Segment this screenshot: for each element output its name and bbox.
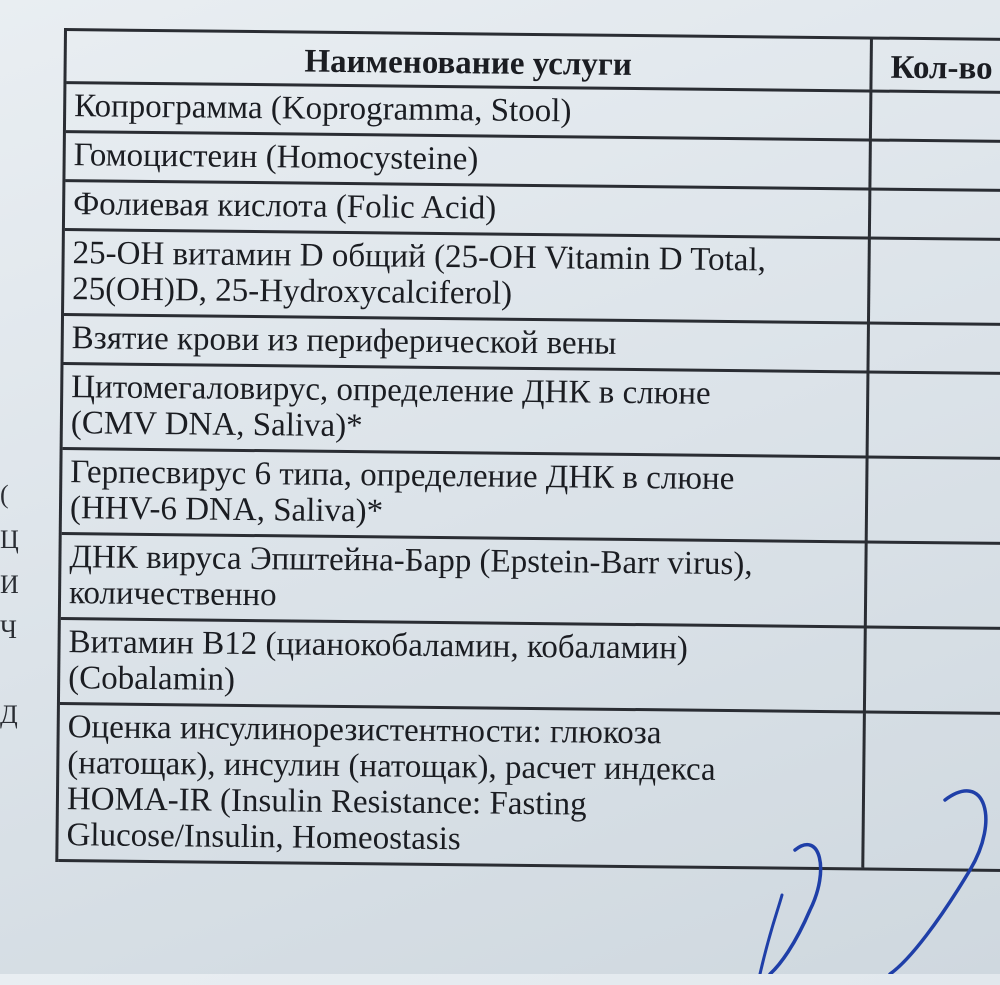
quantity-cell [870,240,1000,324]
service-name-cell [65,182,871,236]
service-name-cell [62,450,869,540]
service-name-line: Оценка инсулинорезистентности: глюкоза [67,709,662,752]
table-body [58,84,1000,872]
edge-mark: Д [0,700,18,729]
service-name-line: 25(OH)D, 25-Hydroxycalciferol) [72,271,513,312]
service-name-cell [64,231,871,321]
service-name-line: Витамин B12 (цианокобаламин, кобаламин) [68,624,689,667]
column-header-service-name: Наименование услуги [66,31,872,89]
service-name-line: Взятие крови из периферической вены [71,320,617,362]
service-name-line: Копрограмма (Koprogramma, Stool) [74,88,572,130]
table-row [63,365,1000,460]
services-table [55,28,1000,872]
quantity-cell [871,142,1000,190]
service-name-line: (натощак), инсулин (натощак), расчет индекса [67,745,716,788]
service-name-line: HOMA-IR (Insulin Resistance: Fasting [66,781,587,823]
table-row [64,231,1000,326]
service-name-line: Гомоцистеин (Homocysteine) [73,137,479,178]
quantity-cell [867,543,1000,627]
service-name-line: (CMV DNA, Saliva)* [70,405,363,445]
service-name-line: Glucose/Insulin, Homeostasis [66,817,461,858]
table-row [60,620,1000,715]
service-name-line: Фолиевая кислота (Folic Acid) [72,186,497,227]
service-name-cell [61,535,868,625]
handwritten-signature [700,760,1000,974]
edge-mark: Ч [0,615,17,644]
service-name-cell [63,365,870,455]
service-name-line: Цитомегаловирус, определение ДНК в слюне [71,369,711,412]
service-name-cell [60,620,867,710]
table-row [61,535,1000,630]
service-name-line: 25-OH витамин D общий (25-OH Vitamin D Total, [72,235,767,279]
quantity-cell [868,458,1000,542]
quantity-cell [872,93,1000,141]
service-name-line: ДНК вируса Эпштейна-Барр (Epstein-Barr virus), [69,539,753,583]
service-name-cell [65,133,871,187]
left-edge-marks [0,0,20,974]
service-name-line: количественно [68,575,277,614]
quantity-cell [871,191,1000,239]
edge-mark: И [0,570,19,599]
quantity-cell [866,628,1000,712]
quantity-cell [869,324,1000,372]
service-name-cell [64,316,870,370]
service-name-line: (HHV-6 DNA, Saliva)* [69,490,384,530]
edge-mark: Ц [0,525,19,554]
quantity-cell [869,373,1000,457]
service-name-line: (Cobalamin) [68,660,236,698]
service-name-cell [66,84,872,138]
table-row [62,450,1000,545]
edge-mark: ( [0,480,9,509]
column-header-quantity: Кол-во [890,49,993,87]
service-name-line: Герпесвирус 6 типа, определение ДНК в слюне [70,454,735,498]
